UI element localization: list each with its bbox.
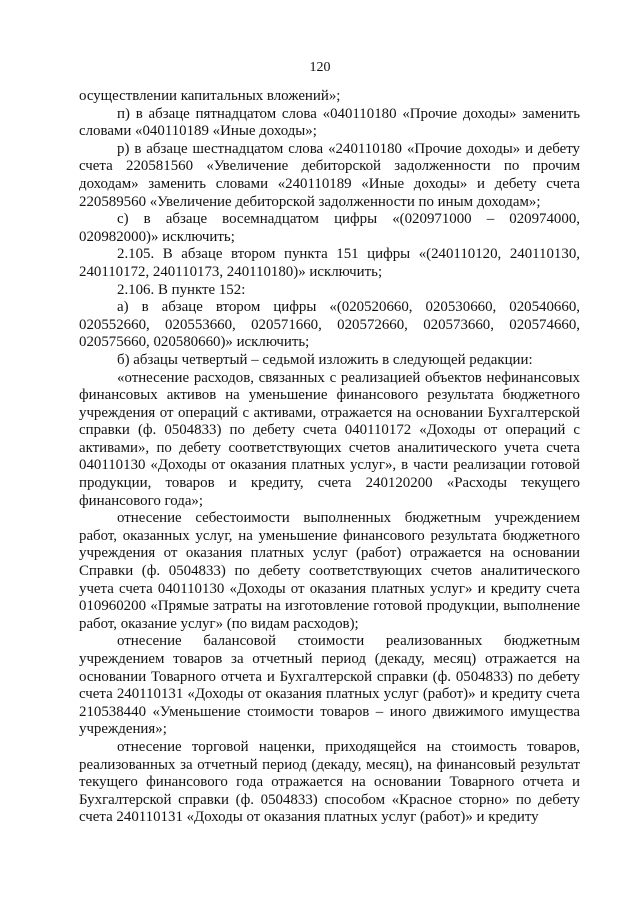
paragraph-item-p: п) в абзаце пятнадцатом слова «040110180 «Прочие доходы» заменить словами «040110189 «Иные доходы»;: [79, 105, 580, 140]
paragraph-quote-expenses: «отнесение расходов, связанных с реализацией объектов нефинансовых финансовых активов на уменьшение финансового результата бюджетного учреждения от операций с активами, отражается на основании Бухгалтерской справки (ф. 0504833) по дебету счета 040110172 «Доходы от операций с активами», по дебету соответствующих счетов аналитического учета счета 040110130 «Доходы от оказания платных услуг», в части реализации готовой продукции, товаров и кредиту, счета 240120200 «Расходы текущего финансового года»;: [79, 369, 580, 509]
paragraph-item-b: б) абзацы четвертый – седьмой изложить в следующей редакции:: [117, 351, 533, 368]
paragraph-item-s: с) в абзаце восемнадцатом цифры «(020971000 – 020974000, 020982000)» исключить;: [79, 211, 580, 245]
paragraph-cost-of-works: отнесение себестоимости выполненных бюджетным учреждением работ, оказанных услуг, на уменьшение финансового результата бюджетного учреждения от оказания платных услуг (работ) отражается на основании Справки (ф. 0504833) по дебету соответствующих счетов аналитического учета счета 040110130 «Доходы от оказания платных услуг» и кредиту счета 010960200 «Прямые затраты на изготовление готовой продукции, выполнение работ, оказание услуг» (по видам расходов);: [79, 510, 580, 632]
paragraph-2-106: 2.106. В пункте 152:: [117, 281, 246, 298]
paragraph-balance-value: отнесение балансовой стоимости реализованных бюджетным учреждением товаров за отчетный период (декаду, месяц) отражается на основании Товарного отчета и Бухгалтерской справки (ф. 0504833) по дебету счета 240110131 «Доходы от оказания платных услуг (работ)» и кредиту счета 210538440 «Уменьшение стоимости товаров – иного движимого имущества учреждения»;: [79, 633, 580, 738]
paragraph-trade-markup: отнесение торговой наценки, приходящейся на стоимость товаров, реализованных за отчетный период (декаду, месяц), на финансовый результат текущего финансового года отражается на основании Товарного отчета и Бухгалтерской справки (ф. 0504833) способом «Красное сторно» по дебету счета 240110131 «Доходы от оказания платных услуг (работ)» и кредиту: [79, 738, 580, 826]
paragraph-item-a: а) в абзаце втором цифры «(020520660, 020530660, 020540660, 020552660, 020553660, 020571660, 020572660, 020573660, 020574660, 020575660, 020580660)» исключить;: [79, 299, 580, 351]
paragraph-2-105: 2.105. В абзаце втором пункта 151 цифры «(240110120, 240110130, 240110172, 240110173, 240110180)» исключить;: [79, 246, 580, 280]
document-body: [79, 88, 580, 827]
paragraph-continuation: осуществлении капитальных вложений»;: [79, 88, 341, 104]
page-number: 120: [309, 60, 331, 75]
paragraph-item-r: р) в абзаце шестнадцатом слова «240110180 «Прочие доходы» и дебету счета 220581560 «Увеличение дебиторской задолженности по прочим доходам» заменить словами «240110189 «Иные доходы» и дебету счета 220589560 «Увеличение дебиторской задолженности по иным доходам»;: [79, 140, 580, 210]
